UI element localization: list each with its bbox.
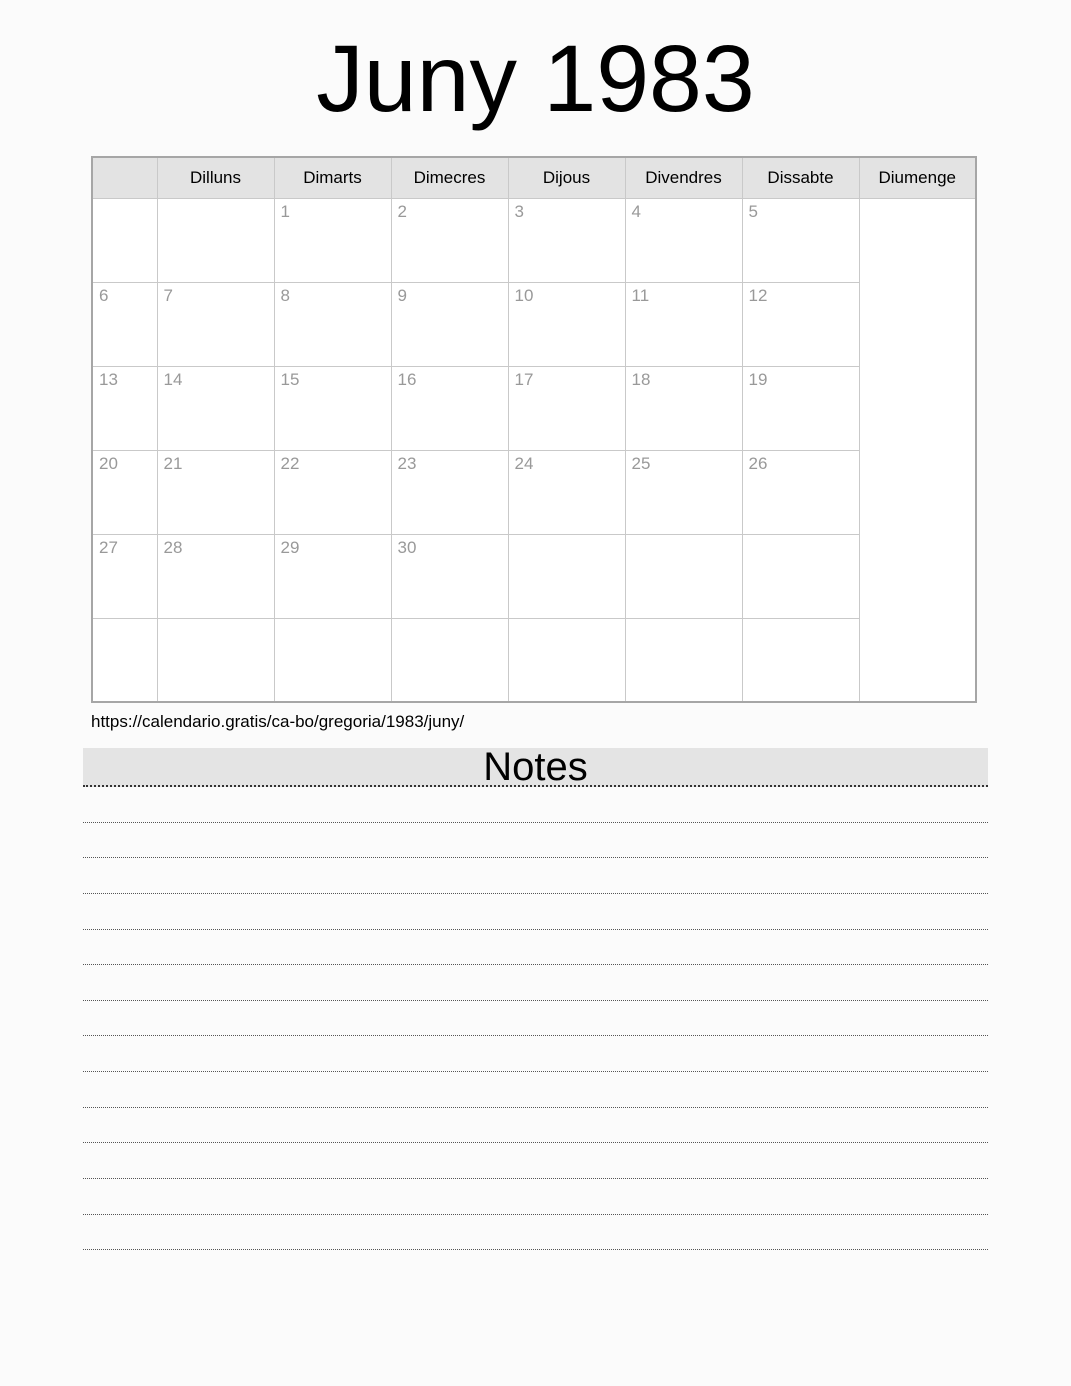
day-cell-15: 15 (274, 366, 391, 450)
note-line (83, 1143, 988, 1179)
weekday-header: Divendres (625, 157, 742, 198)
day-cell-30: 30 (391, 534, 508, 618)
day-cell-17: 17 (508, 366, 625, 450)
day-cell-10: 10 (508, 282, 625, 366)
day-cell-empty (92, 618, 157, 702)
day-cell-25: 25 (625, 450, 742, 534)
day-cell-3: 3 (508, 198, 625, 282)
note-line (83, 930, 988, 966)
calendar-week-row (92, 366, 976, 450)
note-line (83, 965, 988, 1001)
day-cell-1: 1 (274, 198, 391, 282)
day-cell-13: 13 (92, 366, 157, 450)
calendar-week-row (92, 618, 976, 702)
page-title: Juny 1983 (316, 26, 755, 132)
day-cell-empty (625, 534, 742, 618)
note-line (83, 823, 988, 859)
weekday-header: Diumenge (859, 157, 976, 198)
day-cell-28: 28 (157, 534, 274, 618)
note-line (83, 1108, 988, 1144)
calendar-week-row (92, 282, 976, 366)
weekday-header: Dissabte (742, 157, 859, 198)
day-cell-12: 12 (742, 282, 859, 366)
day-cell-23: 23 (391, 450, 508, 534)
day-cell-empty (92, 198, 157, 282)
day-cell-empty (274, 618, 391, 702)
day-cell-9: 9 (391, 282, 508, 366)
week-number-gutter (92, 157, 157, 198)
day-cell-empty (157, 618, 274, 702)
day-cell-6: 6 (92, 282, 157, 366)
day-cell-empty (742, 534, 859, 618)
day-cell-5: 5 (742, 198, 859, 282)
calendar-week-row (92, 450, 976, 534)
note-line (83, 787, 988, 823)
note-line (83, 1036, 988, 1072)
day-cell-empty (157, 198, 274, 282)
day-cell-29: 29 (274, 534, 391, 618)
note-line (83, 858, 988, 894)
calendar-week-row (92, 198, 976, 282)
day-cell-14: 14 (157, 366, 274, 450)
weekday-header: Dilluns (157, 157, 274, 198)
notes-title: Notes (483, 745, 588, 789)
day-cell-24: 24 (508, 450, 625, 534)
note-line (83, 1179, 988, 1215)
notes-section (83, 787, 988, 1250)
day-cell-2: 2 (391, 198, 508, 282)
calendar-week-row (92, 534, 976, 618)
note-line (83, 1072, 988, 1108)
day-cell-20: 20 (92, 450, 157, 534)
month-calendar (91, 156, 977, 703)
note-line (83, 1215, 988, 1251)
day-cell-empty (508, 618, 625, 702)
day-cell-empty (742, 618, 859, 702)
weekday-header: Dimecres (391, 157, 508, 198)
day-cell-4: 4 (625, 198, 742, 282)
day-cell-16: 16 (391, 366, 508, 450)
weekday-header-row (92, 157, 976, 198)
day-cell-empty (508, 534, 625, 618)
day-cell-empty (625, 618, 742, 702)
weekday-header: Dimarts (274, 157, 391, 198)
note-line (83, 1001, 988, 1037)
day-cell-8: 8 (274, 282, 391, 366)
day-cell-18: 18 (625, 366, 742, 450)
day-cell-21: 21 (157, 450, 274, 534)
day-cell-22: 22 (274, 450, 391, 534)
day-cell-27: 27 (92, 534, 157, 618)
day-cell-empty (391, 618, 508, 702)
day-cell-26: 26 (742, 450, 859, 534)
day-cell-11: 11 (625, 282, 742, 366)
day-cell-19: 19 (742, 366, 859, 450)
day-cell-7: 7 (157, 282, 274, 366)
source-url: https://calendario.gratis/ca-bo/gregoria/1983/juny/ (91, 712, 465, 731)
month-calendar-table (91, 156, 977, 703)
notes-header (83, 745, 988, 789)
weekday-header: Dijous (508, 157, 625, 198)
note-line (83, 894, 988, 930)
